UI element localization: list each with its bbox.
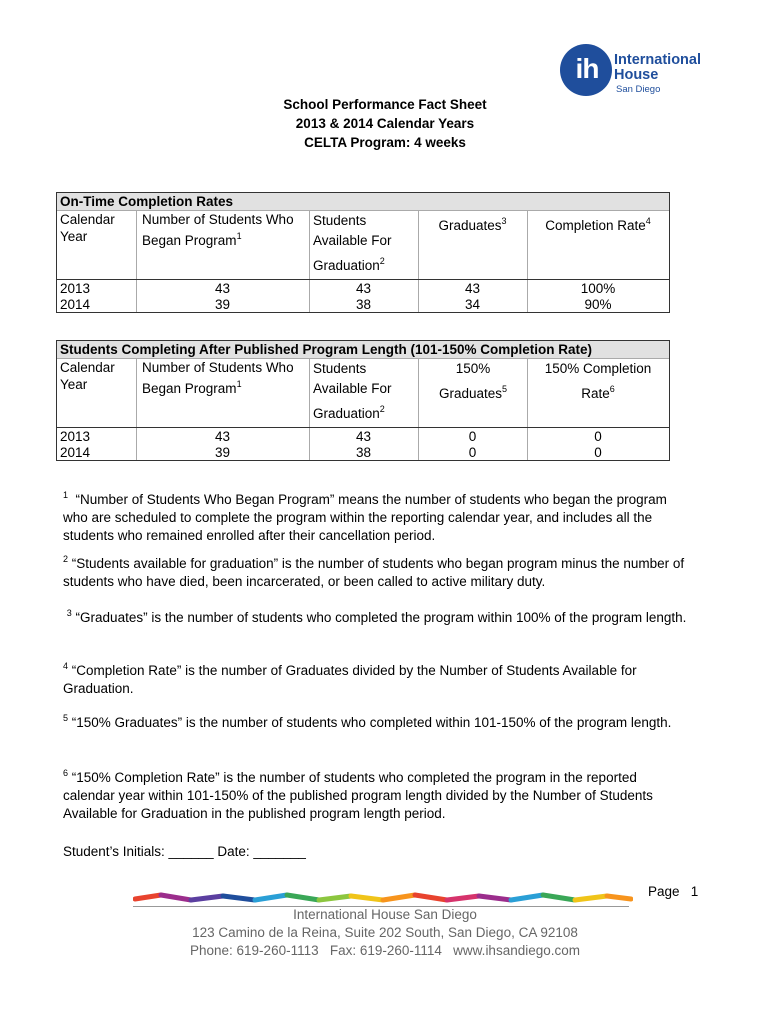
- on-time-completion-table: [56, 192, 670, 313]
- initials-date-line: Student’s Initials: ______ Date: _______: [63, 844, 306, 859]
- table-title: Students Completing After Published Program Length (101-150% Completion Rate): [57, 341, 669, 359]
- table-row: [57, 428, 669, 444]
- header-available: Students Available For Graduation$^2$: [313, 213, 392, 273]
- row-available: 43: [355, 281, 372, 296]
- footnote-1: $^1$ “Number of Students Who Began Program” means the number of students who began the program who are scheduled to complete the program within the reporting calendar year, and includes all the students who remained enrolled after their cancellation period.: [63, 490, 667, 543]
- table-title: On-Time Completion Rates: [57, 193, 669, 211]
- footer-address: 123 Camino de la Reina, Suite 202 South, San Diego, CA 92108: [192, 925, 578, 940]
- logo-line-2: House: [614, 67, 659, 83]
- page-number: Page 1: [648, 884, 699, 899]
- table-row: [57, 444, 669, 460]
- row-rate: 90%: [584, 297, 612, 312]
- row-graduates: 0: [468, 445, 477, 460]
- row-year: 2013: [60, 429, 91, 444]
- row-graduates: 0: [468, 429, 477, 444]
- header-available: Students Available For Graduation$^2$: [313, 361, 392, 421]
- document-years: 2013 & 2014 Calendar Years: [295, 116, 475, 131]
- row-available: 38: [355, 297, 372, 312]
- document-title: School Performance Fact Sheet: [283, 97, 487, 112]
- table-header-row: [57, 359, 669, 428]
- header-graduates: Graduates$^3$: [438, 216, 507, 233]
- row-rate: 0: [594, 445, 602, 460]
- row-available: 38: [355, 445, 372, 460]
- footnote-3: $^3$ “Graduates” is the number of students who completed the program within 100% of the program length.: [66, 608, 687, 625]
- footnote-4: $^4$ “Completion Rate” is the number of Graduates divided by the Number of Students Available for Graduation.: [63, 661, 637, 696]
- table-row: [57, 296, 669, 312]
- row-available: 43: [355, 429, 372, 444]
- row-began: 39: [214, 445, 231, 460]
- header-150-graduates: 150% Graduates$^5$: [438, 361, 508, 401]
- footnote-5: $^5$ “150% Graduates” is the number of students who completed within 101-150% of the program length.: [63, 713, 672, 730]
- logo-line-3: San Diego: [616, 84, 661, 95]
- school-logo: [560, 44, 720, 104]
- header-150-completion-rate: 150% Completion Rate$^6$: [544, 361, 652, 401]
- header-began-program: Number of Students Who Began Program$^1$: [142, 360, 294, 396]
- header-calendar-year: Calendar Year: [60, 360, 115, 392]
- header-calendar-year: Calendar Year: [60, 212, 115, 244]
- footnote-6: $^6$ “150% Completion Rate” is the number of students who completed the program in the reported calendar year within 101-150% of the published program length divided by the Number of Students Available for Graduation in the published program length period.: [63, 768, 653, 821]
- row-rate: 100%: [580, 281, 616, 296]
- extended-completion-table: [56, 340, 670, 461]
- footer-name: International House San Diego: [293, 907, 477, 922]
- row-began: 39: [214, 297, 231, 312]
- row-year: 2014: [60, 297, 91, 312]
- header-completion-rate: Completion Rate$^4$: [545, 216, 651, 233]
- footer-contact: Phone: 619-260-1113 Fax: 619-260-1114 www.ihsandiego.com: [190, 943, 580, 958]
- table-header-row: [57, 211, 669, 280]
- footnote-2: $^2$ “Students available for graduation” is the number of students who began program minus the number of students who have died, been incarcerated, or been called to active military duty.: [63, 554, 685, 589]
- logo-mark: ih: [575, 53, 599, 84]
- header-began-program: Number of Students Who Began Program$^1$: [142, 212, 294, 248]
- table-row: [57, 280, 669, 296]
- row-began: 43: [214, 281, 231, 296]
- document-program: CELTA Program: 4 weeks: [304, 135, 466, 150]
- row-year: 2013: [60, 281, 91, 296]
- row-year: 2014: [60, 445, 91, 460]
- row-began: 43: [214, 429, 231, 444]
- row-graduates: 34: [464, 297, 481, 312]
- row-graduates: 43: [464, 281, 481, 296]
- logo-line-1: International: [614, 52, 702, 68]
- row-rate: 0: [594, 429, 602, 444]
